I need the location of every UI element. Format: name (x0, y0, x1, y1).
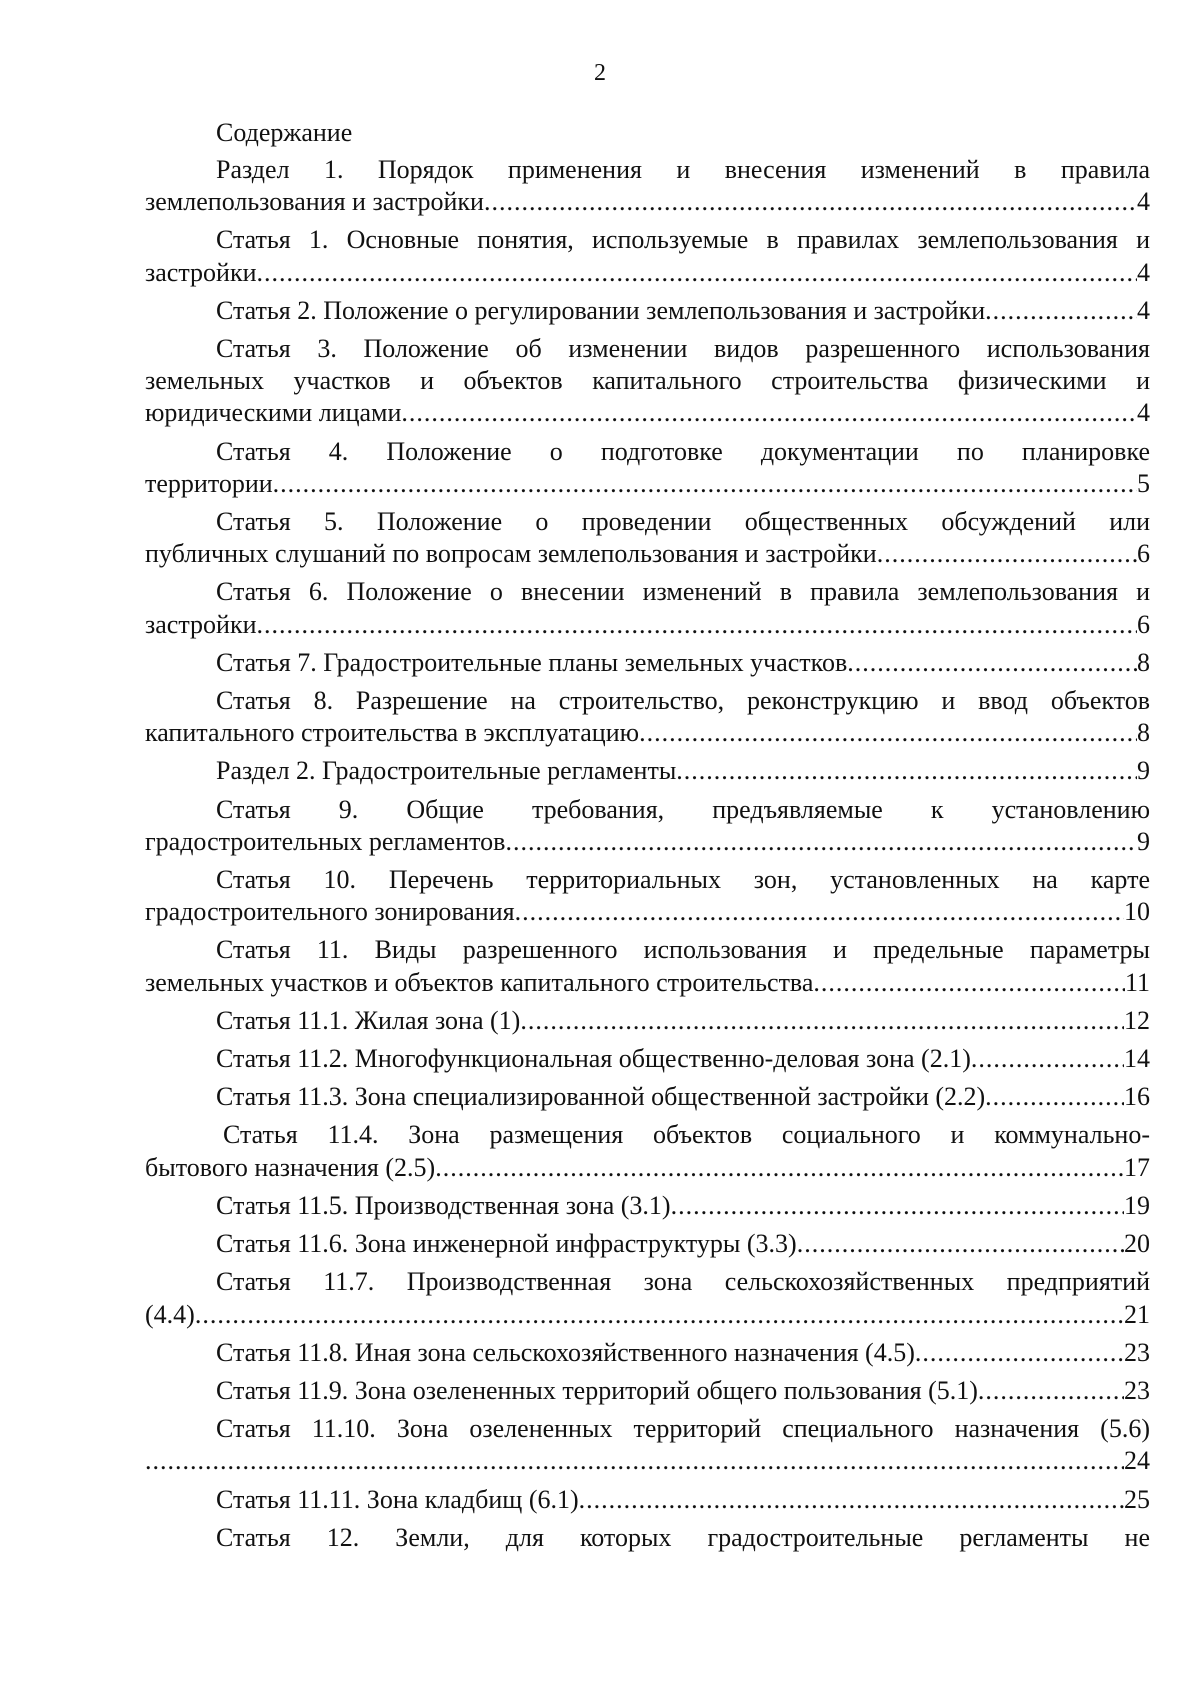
toc-entry-leader-line (145, 1081, 1150, 1113)
toc-page-number: 25 (1124, 1484, 1150, 1514)
toc-entry-leader-line (145, 1445, 1150, 1477)
toc-dot-leader (579, 1484, 1124, 1516)
toc-entry[interactable] (145, 1375, 1150, 1407)
toc-entry-title: Статья 11.8. Иная зона сельскохозяйственного назначения (4.5) (216, 1337, 915, 1367)
toc-entry-text-line: Статья 11.10. Зона озелененных территорий специального назначения (5.6) (216, 1414, 1150, 1444)
toc-entry[interactable] (145, 1081, 1150, 1113)
toc-entry-leader-line (145, 1043, 1150, 1075)
toc-dot-leader (877, 538, 1137, 570)
toc-page-number: 9 (1137, 756, 1150, 786)
toc-page-number: 16 (1124, 1082, 1150, 1112)
toc-dot-leader (484, 186, 1137, 218)
toc-entry-leader-line (145, 1484, 1150, 1516)
toc-entry-title: градостроительного зонирования (145, 897, 515, 927)
toc-entry[interactable] (145, 647, 1150, 679)
toc-entry-leader-line (145, 1152, 1150, 1184)
toc-page-number: 5 (1137, 468, 1150, 498)
toc-page-number: 20 (1124, 1229, 1150, 1259)
toc-dot-leader (401, 397, 1137, 429)
toc-entry-leader-line (145, 468, 1150, 500)
toc-entry-title: территории (145, 468, 273, 498)
toc-dot-leader (520, 1005, 1124, 1037)
toc-entry[interactable] (145, 506, 1150, 570)
toc-page-number: 4 (1137, 187, 1150, 217)
toc-entry-title: застройки (145, 257, 257, 287)
toc-dot-leader (639, 717, 1137, 749)
toc-entry-title: публичных слушаний по вопросам землепользования и застройки (145, 539, 877, 569)
toc-entry-text-line: Раздел 1. Порядок применения и внесения изменений в правила (216, 155, 1150, 184)
toc-dot-leader (273, 468, 1137, 500)
toc-page-number: 8 (1137, 647, 1150, 677)
toc-entry[interactable] (145, 1522, 1150, 1554)
toc-entry-title: Статья 7. Градостроительные планы земельных участков (216, 647, 848, 677)
toc-entry-title: градостроительных регламентов (145, 826, 506, 856)
toc-entry-title: Статья 2. Положение о регулировании землепользования и застройки (216, 295, 986, 325)
toc-dot-leader (195, 1299, 1124, 1331)
toc-dot-leader (847, 647, 1137, 679)
toc-entry-text-line: Статья 11.4. Зона размещения объектов социального и коммунально- (223, 1120, 1150, 1150)
toc-dot-leader (978, 1375, 1124, 1407)
toc-entry-leader-line (145, 826, 1150, 858)
toc-dot-leader (671, 1190, 1124, 1222)
table-of-contents (145, 118, 1150, 1560)
toc-entry[interactable] (145, 755, 1150, 787)
toc-page-number: 4 (1137, 295, 1150, 325)
toc-dot-leader (676, 755, 1137, 787)
toc-entry-leader-line (145, 967, 1150, 999)
toc-entry[interactable] (145, 1228, 1150, 1260)
toc-entry-leader-line (145, 1299, 1150, 1331)
toc-dot-leader (145, 1445, 1124, 1477)
toc-entry-text-line: Статья 12. Земли, для которых градостроительные регламенты не (216, 1522, 1150, 1552)
toc-page-number: 6 (1137, 539, 1150, 569)
toc-entry[interactable] (145, 436, 1150, 500)
toc-page-number: 9 (1137, 826, 1150, 856)
toc-entry-title: Статья 11.2. Многофункциональная общественно-деловая зона (2.1) (216, 1044, 971, 1074)
toc-entry-leader-line (145, 1190, 1150, 1222)
toc-dot-leader (985, 295, 1137, 327)
toc-entry-leader-line (145, 896, 1150, 928)
toc-entry-text-line: Статья 4. Положение о подготовке документации по планировке (216, 436, 1150, 466)
toc-page-number: 8 (1137, 718, 1150, 748)
toc-entry-text-line: Статья 8. Разрешение на строительство, реконструкцию и ввод объектов (216, 686, 1150, 716)
toc-page-number: 19 (1124, 1190, 1150, 1220)
toc-entry-leader-line (145, 397, 1150, 429)
toc-entry-text-line: Статья 3. Положение об изменении видов разрешенного использования (216, 334, 1150, 364)
toc-entry-text-line: Статья 1. Основные понятия, используемые в правилах землепользования и (216, 225, 1150, 255)
toc-entry-title: земельных участков и объектов капитального строительства (145, 967, 814, 997)
toc-entry[interactable] (145, 295, 1150, 327)
toc-dot-leader (435, 1152, 1124, 1184)
toc-heading: Содержание (216, 118, 353, 147)
toc-dot-leader (915, 1337, 1124, 1369)
toc-entry[interactable] (145, 1043, 1150, 1075)
toc-dot-leader (813, 967, 1125, 999)
toc-dot-leader (797, 1228, 1124, 1260)
toc-dot-leader (515, 896, 1124, 928)
toc-entry-title: (4.4) (145, 1299, 195, 1329)
toc-entry[interactable] (145, 1119, 1150, 1183)
toc-entry-leader-line (145, 1228, 1150, 1260)
toc-entry-leader-line (145, 257, 1150, 289)
toc-entry[interactable] (145, 1413, 1150, 1477)
toc-entry-leader-line (145, 1375, 1150, 1407)
toc-entry-title: Статья 11.5. Производственная зона (3.1) (216, 1190, 671, 1220)
toc-page-number: 14 (1124, 1044, 1150, 1074)
toc-entry[interactable] (145, 224, 1150, 288)
toc-entry-title: юридическими лицами (145, 398, 402, 428)
toc-entry-text-line: земельных участков и объектов капитального строительства физическими и (145, 366, 1150, 396)
toc-entry-title: застройки (145, 609, 257, 639)
toc-entry-leader-line (145, 538, 1150, 570)
toc-page-number: 4 (1137, 398, 1150, 428)
toc-entry-title: капитального строительства в эксплуатацию (145, 718, 640, 748)
toc-entry-title: Статья 11.1. Жилая зона (1) (216, 1005, 521, 1035)
toc-entry-title: Статья 11.11. Зона кладбищ (6.1) (216, 1484, 579, 1514)
toc-entry-text-line: Статья 10. Перечень территориальных зон, установленных на карте (216, 865, 1150, 895)
toc-dot-leader (505, 826, 1137, 858)
toc-entry-leader-line (145, 295, 1150, 327)
toc-entry-title: Статья 11.9. Зона озелененных территорий общего пользования (5.1) (216, 1375, 978, 1405)
toc-entry-text-line: Статья 5. Положение о проведении общественных обсуждений или (216, 507, 1150, 537)
toc-entry-title: землепользования и застройки (145, 187, 484, 217)
toc-page-number: 23 (1124, 1337, 1150, 1367)
toc-page-number: 11 (1124, 967, 1150, 997)
toc-dot-leader (257, 257, 1138, 289)
toc-entry[interactable] (145, 864, 1150, 928)
toc-entry[interactable] (145, 576, 1150, 640)
toc-page-number: 23 (1124, 1375, 1150, 1405)
toc-entry[interactable] (145, 794, 1150, 858)
toc-dot-leader (257, 609, 1138, 641)
toc-entry-title: бытового назначения (2.5) (145, 1152, 436, 1182)
toc-entry-leader-line (145, 647, 1150, 679)
toc-page-number: 10 (1124, 897, 1150, 927)
toc-entry-title: Раздел 2. Градостроительные регламенты (216, 756, 677, 786)
toc-page-number: 4 (1137, 257, 1150, 287)
toc-page-number: 12 (1124, 1005, 1150, 1035)
toc-entry-leader-line (145, 609, 1150, 641)
toc-entry-leader-line (145, 717, 1150, 749)
toc-entry[interactable] (145, 685, 1150, 749)
toc-entry-leader-line (145, 186, 1150, 218)
toc-entry-text-line: Статья 11.7. Производственная зона сельскохозяйственных предприятий (216, 1267, 1150, 1297)
toc-entry-text-line: Статья 9. Общие требования, предъявляемые к установлению (216, 794, 1150, 824)
toc-entry[interactable] (145, 1190, 1150, 1222)
toc-entry-title: Статья 11.6. Зона инженерной инфраструктуры (3.3) (216, 1229, 797, 1259)
toc-entry-leader-line (145, 755, 1150, 787)
toc-entry-title: Статья 11.3. Зона специализированной общественной застройки (2.2) (216, 1082, 986, 1112)
page-number: 2 (594, 60, 606, 86)
toc-page-number: 24 (1124, 1446, 1150, 1476)
toc-entries (145, 154, 1150, 1554)
toc-entry[interactable] (145, 154, 1150, 218)
toc-dot-leader (985, 1081, 1124, 1113)
toc-entry-text-line: Статья 11. Виды разрешенного использования и предельные параметры (216, 935, 1150, 965)
toc-entry[interactable] (145, 333, 1150, 430)
toc-entry-leader-line (145, 1337, 1150, 1369)
toc-entry-leader-line (145, 1005, 1150, 1037)
toc-entry[interactable] (145, 934, 1150, 998)
toc-entry[interactable] (145, 1337, 1150, 1369)
toc-entry[interactable] (145, 1266, 1150, 1330)
toc-page-number: 21 (1124, 1299, 1150, 1329)
toc-entry[interactable] (145, 1484, 1150, 1516)
toc-dot-leader (971, 1043, 1124, 1075)
toc-page-number: 17 (1124, 1152, 1150, 1182)
toc-page-number: 6 (1137, 609, 1150, 639)
toc-entry-text-line: Статья 6. Положение о внесении изменений в правила землепользования и (216, 577, 1150, 607)
toc-entry[interactable] (145, 1005, 1150, 1037)
